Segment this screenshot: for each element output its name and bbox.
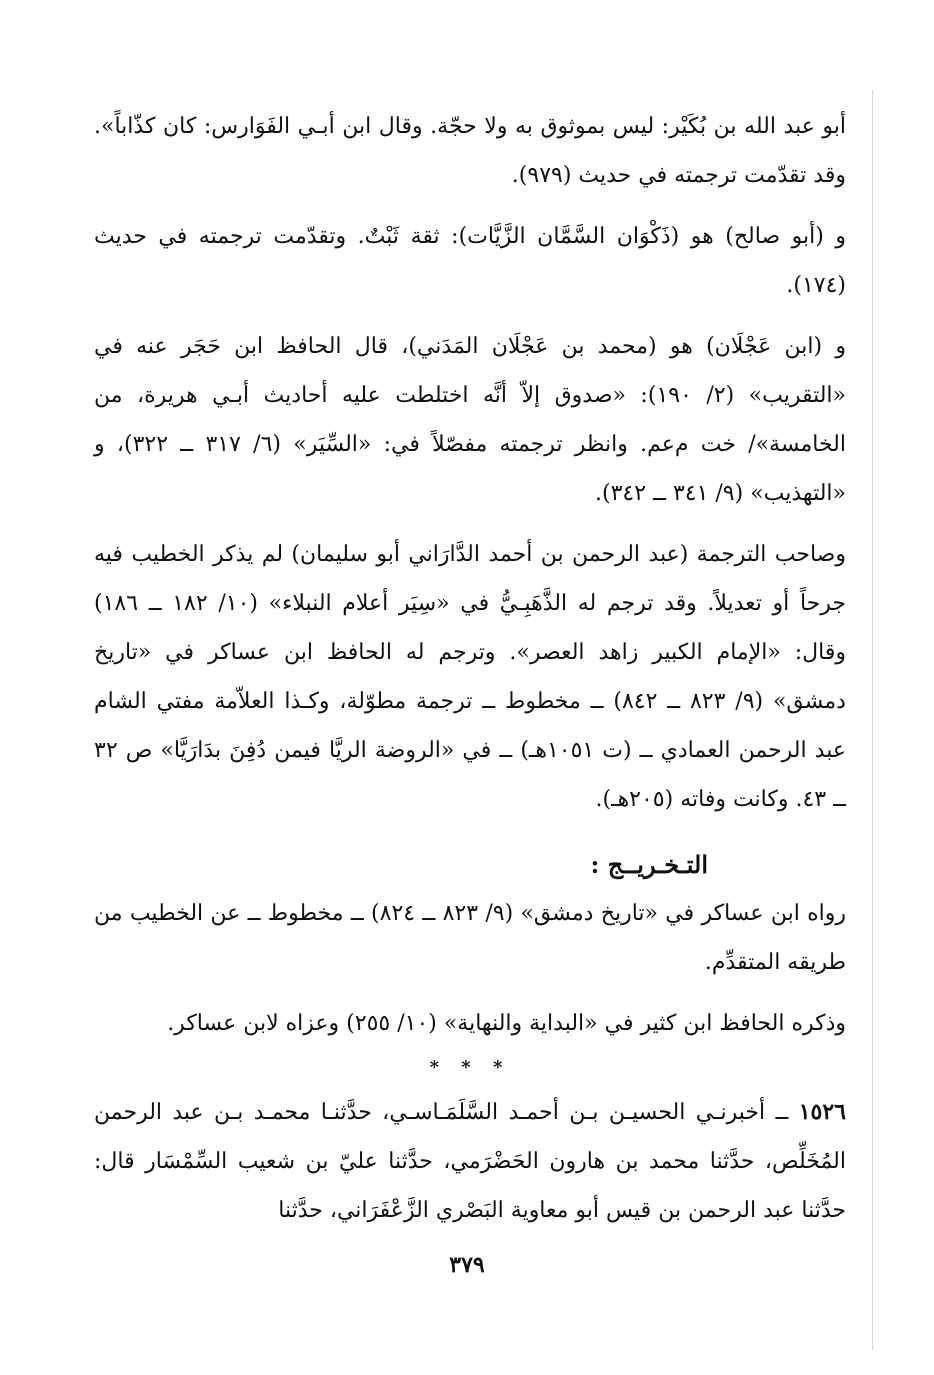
hadith-paragraph xyxy=(94,1088,846,1235)
paragraph-gap xyxy=(94,518,846,530)
paragraph-gap xyxy=(94,987,846,999)
takhrij-paragraph-ibn-kathir: وذكره الحافظ ابن كثير في «البداية والنهاية» (١٠/ ٢٥٥) وعزاه لابن عساكر. xyxy=(167,1011,846,1036)
takhrij-heading: التـخـريــج : xyxy=(590,850,708,879)
paragraph-gap xyxy=(94,200,846,212)
page-edge-line xyxy=(872,90,873,1350)
paragraph-gap xyxy=(94,824,846,836)
paragraph-ibn-ajlan: و (ابن عَجْلَان) هو (محمد بن عَجْلَان المَدَني)، قال الحافظ ابن حَجَر عنه في «التقريب» (٢/ ١٩٠): «صدوق إلاّ أنَّه اختلطت عليه أحاديث أبـي هريرة، من الخامسة»/ خت م‌عم. وانظر ترجمته مفصّلاً في: «السِّيَر» (٦/ ٣١٧ ــ ٣٢٢)، و «التهذيب» (٩/ ٣٤١ ــ ٣٤٢). xyxy=(94,334,847,506)
page-number: ٣٧٩ xyxy=(449,1252,485,1278)
takhrij-paragraph-ibn-asakir: رواه ابن عساكر في «تاريخ دمشق» (٩/ ٨٢٣ ــ ٨٢٤) ــ مخطوط ــ عن الخطيب من طريقه المتقدِّم. xyxy=(94,901,846,975)
paragraph-biography: وصاحب الترجمة (عبد الرحمن بن أحمد الدَّارَاني أبو سليمان) لم يذكر الخطيب فيه جرحاً أو تعديلاً. وقد ترجم له الذَّهَبِـيُّ في «سِيَر أعلام النبلاء» (١٠/ ١٨٢ ــ ١٨٦) وقال: «الإمام الكبير زاهد العصر». وترجم له الحافظ ابن عساكر في «تاريخ دمشق» (٩/ ٨٢٣ ــ ٨٤٢) ــ مخطوط ــ ترجمة مطوّلة، وكـذا العلاّمة مفتي الشام عبد الرحمن العمادي ــ (ت ١٠٥١هـ) ــ في «الروضة الريَّا فيمن دُفِنَ بدَارَيَّا» ص ٣٢ ــ ٤٣. وكانت وفاته (٢٠٥هـ). xyxy=(94,542,847,812)
paragraph-ibn-bukayr: أبو عبد الله بن بُكَيْر: ليس بموثوق به ولا حجّة. وقال ابن أبـي الفَوَارس: كان كذّاباً». وقد تقدّمت ترجمته في حديث (٩٧٩). xyxy=(94,114,846,188)
hadith-number: ١٥٢٦ xyxy=(798,1099,846,1125)
paragraph-abu-salih: و (أبو صالح) هو (ذَكْوَان السَّمَّان الزَّيَّات): ثقة ثَبْتٌ. وتقدّمت ترجمته في حديث (١٧٤). xyxy=(94,224,846,298)
hadith-text: ــ أخبرنـي الحسيـن بـن أحمـد السَّلَمَـاسـي، حدَّثنـا محمـد بـن عبد الرحمن المُخَلِّص، حدَّثنا محمد بن هارون الحَضْرَمي، حدَّثنا عليّ بن شعيب السِّمْسَار قال: حدَّثنا عبد الرحمن بن قيس أبو معاوية البَصْري الزَّعْفَرَاني، حدَّثنا xyxy=(94,1100,846,1223)
section-separator: * * * xyxy=(429,1057,511,1078)
paragraph-gap xyxy=(94,310,846,322)
page-body xyxy=(94,102,846,1235)
